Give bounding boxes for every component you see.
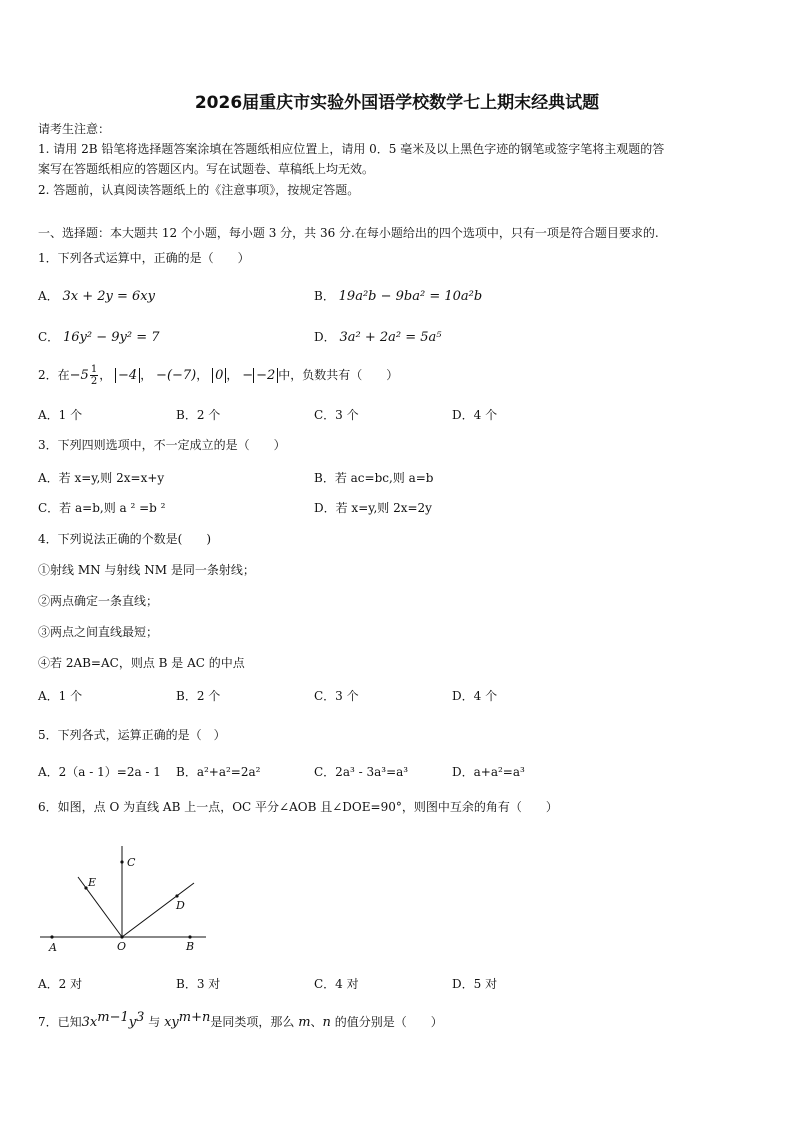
q3-option-b: B．若 ac=bc,则 a=b: [314, 471, 434, 485]
notice-item-1-line-1: 1. 请用 2B 铅笔将选择题答案涂填在答题纸相应位置上，请用 0．5 毫米及以上黑色字迹的钢笔或签字笔将主观题的答: [38, 142, 665, 156]
q5-stem: 5．下列各式，运算正确的是（ ）: [38, 728, 226, 742]
q4-statement-1: ①射线 MN 与射线 NM 是同一条射线；: [38, 563, 255, 577]
label-o: O: [117, 940, 127, 953]
q1-option-a-label: A．: [38, 289, 59, 303]
notice-item-2: 2. 答题前，认真阅读答题纸上的《注意事项》，按规定答题。: [38, 183, 360, 197]
q1-option-a-math: 3x + 2y = 6xy: [62, 289, 155, 304]
q5-option-a: A．2（a - 1）=2a - 1: [38, 765, 161, 779]
q7-end: 的值分别是（ ）: [334, 1015, 443, 1029]
q2-neg-whole: −5: [69, 368, 89, 383]
q2-abs-3: −2: [253, 368, 278, 383]
q2-option-a: A．1 个: [38, 408, 83, 422]
q4-option-c: C．3 个: [314, 689, 359, 703]
q5-option-b: B．a²+a²=2a²: [176, 765, 261, 779]
q4-stem: 4．下列说法正确的个数是( ): [38, 532, 211, 546]
q2-sep-4: ，: [226, 368, 239, 382]
notice-heading: 请考生注意：: [38, 122, 111, 136]
q7-term-1-tail-exp: 3: [136, 1010, 145, 1025]
q1-option-d: [314, 328, 441, 345]
q7-suffix: 是同类项，那么: [210, 1015, 295, 1029]
q2-sep-3: ，: [196, 368, 209, 382]
label-a: A: [49, 941, 57, 954]
notice-item-1-line-2: 案写在答题纸相应的答题区内。写在试题卷、草稿纸上均无效。: [38, 162, 375, 176]
q1-option-c-label: C．: [38, 330, 60, 344]
q7-term-1-tail: y: [128, 1015, 137, 1030]
point-c: [120, 860, 123, 863]
section-heading: 一、选择题：本大题共 12 个小题，每小题 3 分，共 36 分.在每小题给出的四个选项中，只有一项是符合题目要求的.: [38, 226, 659, 240]
q3-option-c: C．若 a=b,则 a ² =b ²: [38, 501, 166, 515]
q7-var-m: m: [298, 1015, 311, 1030]
q7-term-2: xy: [164, 1015, 179, 1030]
q2-sep-1: ，: [99, 368, 112, 382]
q5-option-d: D．a+a²=a³: [452, 765, 525, 779]
q2-suffix: 中，负数共有（ ）: [278, 368, 399, 382]
q1-option-c-math: 16y² − 9y² = 7: [63, 330, 160, 345]
ray-oe: [78, 877, 122, 937]
q6-option-a: A．2 对: [38, 977, 83, 991]
q2-abs-1: −4: [115, 368, 140, 383]
q2-abs-2: 0: [212, 368, 226, 383]
point-d: [175, 894, 178, 897]
label-c: C: [127, 856, 136, 869]
q7-term-1-exp: m−1: [97, 1010, 129, 1025]
q2-frac-den: 2: [90, 376, 98, 387]
q2-item-3: −(−7): [156, 368, 197, 383]
point-o: [120, 935, 123, 938]
q1-option-d-label: D．: [314, 330, 336, 344]
label-d: D: [176, 899, 185, 912]
q2-stem: [38, 364, 398, 387]
q5-option-c: C．2a³ - 3a³=a³: [314, 765, 409, 779]
q6-option-c: C．4 对: [314, 977, 359, 991]
q4-option-b: B．2 个: [176, 689, 221, 703]
q7-term-2-exp: m+n: [178, 1010, 211, 1025]
q4-statement-2: ②两点确定一条直线；: [38, 594, 159, 608]
point-a: [50, 935, 53, 938]
q6-stem: 6．如图，点 O 为直线 AB 上一点，OC 平分∠AOB 且∠DOE=90°，则图中互余的角有（ ）: [38, 800, 558, 814]
q7-comma: 、: [310, 1015, 323, 1029]
q2-option-c: C．3 个: [314, 408, 359, 422]
q7-stem: [38, 1012, 443, 1033]
q7-mid: 与: [148, 1015, 161, 1029]
q2-prefix: 2．在: [38, 368, 70, 382]
q2-option-b: B．2 个: [176, 408, 221, 422]
q4-statement-4: ④若 2AB=AC，则点 B 是 AC 的中点: [38, 656, 245, 670]
q1-option-d-math: 3a² + 2a² = 5a⁵: [339, 330, 442, 345]
q7-var-n: n: [322, 1015, 331, 1030]
q3-option-d: D．若 x=y,则 2x=2y: [314, 501, 432, 515]
q1-option-b-label: B．: [314, 289, 335, 303]
q1-option-a: [38, 287, 155, 304]
q6-option-d: D．5 对: [452, 977, 498, 991]
q3-option-a: A．若 x=y,则 2x=x+y: [38, 471, 165, 485]
q7-term-1: 3x: [81, 1015, 98, 1030]
q1-option-c: [38, 328, 160, 345]
q1-stem: 1．下列各式运算中，正确的是（ ）: [38, 251, 250, 265]
label-e: E: [88, 876, 97, 889]
q4-option-a: A．1 个: [38, 689, 83, 703]
q1-option-b-math: 19a²b − 9ba² = 10a²b: [338, 289, 483, 304]
q2-fraction: [90, 364, 98, 387]
q1-option-b: [314, 287, 482, 304]
q2-frac-num: 1: [90, 364, 98, 375]
q2-sep-2: ，: [140, 368, 153, 382]
q2-option-d: D．4 个: [452, 408, 498, 422]
page-title: 2026届重庆市实验外国语学校数学七上期末经典试题: [194, 93, 600, 113]
q3-stem: 3．下列四则选项中，不一定成立的是（ ）: [38, 438, 286, 452]
point-b: [188, 935, 191, 938]
q4-statement-3: ③两点之间直线最短；: [38, 625, 159, 639]
q2-item-5-prefix: −: [242, 368, 254, 383]
q6-geometry-figure: [38, 846, 218, 956]
q7-prefix: 7．已知: [38, 1015, 82, 1029]
q6-option-b: B．3 对: [176, 977, 221, 991]
label-b: B: [186, 940, 195, 953]
q4-option-d: D．4 个: [452, 689, 498, 703]
